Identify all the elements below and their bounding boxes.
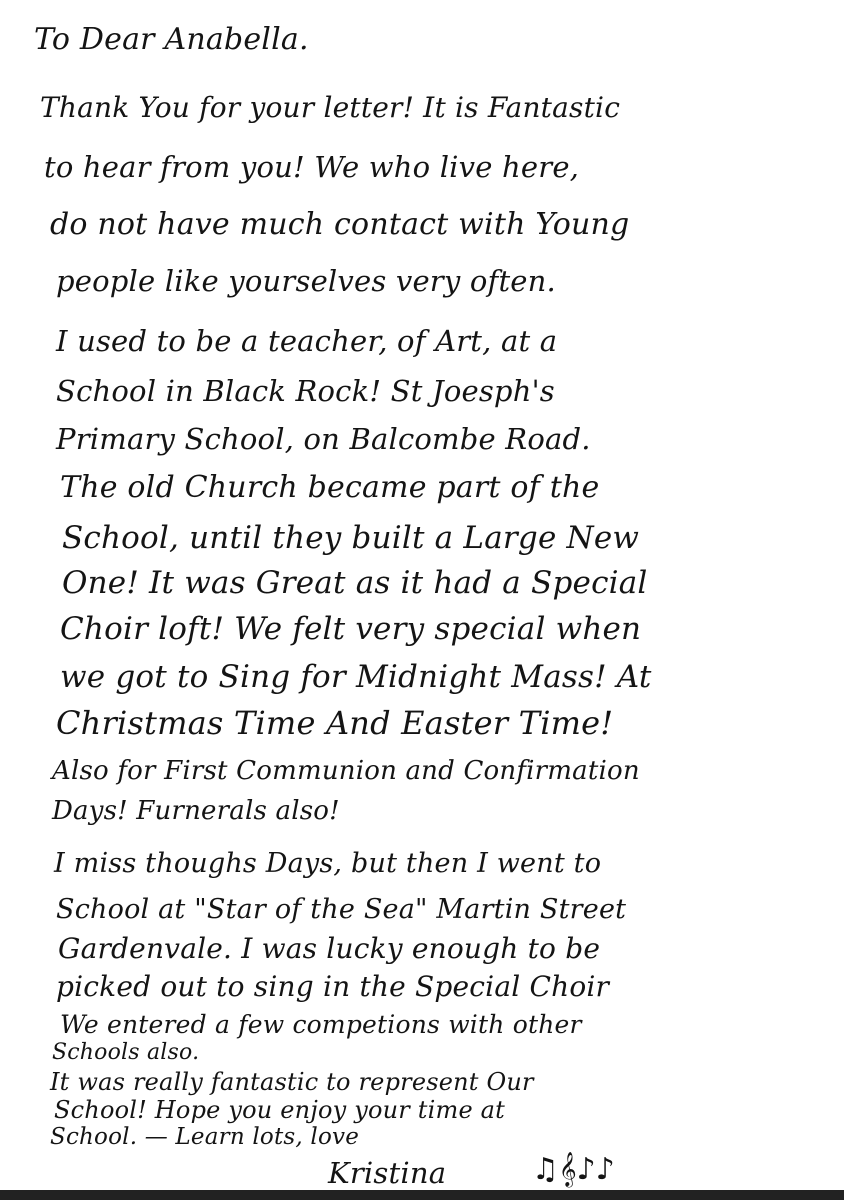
letter-line: School in Black Rock! St Joesph's — [56, 374, 555, 408]
letter-line: do not have much contact with Young — [50, 207, 630, 242]
letter-line: people like yourselves very often. — [56, 264, 556, 298]
letter-line: School at "Star of the Sea" Martin Street — [56, 894, 627, 925]
letter-line: One! It was Great as it had a Special — [62, 565, 648, 601]
letter-line: Choir loft! We felt very special when — [60, 611, 642, 647]
music-notes-icon: ♫𝄞♪♪ — [532, 1152, 615, 1187]
letter-line: It was really fantastic to represent Our — [50, 1068, 534, 1096]
letter-line: picked out to sing in the Special Choir — [56, 970, 610, 1003]
bottom-edge-bar — [0, 1190, 844, 1200]
letter-line: Thank You for your letter! It is Fantastic — [40, 91, 621, 124]
letter-line: Christmas Time And Easter Time! — [56, 704, 614, 742]
letter-line: The old Church became part of the — [60, 470, 600, 505]
letter-line: Also for First Communion and Confirmation — [52, 756, 640, 786]
letter-line: Gardenvale. I was lucky enough to be — [58, 932, 601, 965]
letter-salutation: To Dear Anabella. — [34, 22, 309, 57]
letter-signature: Kristina — [328, 1156, 447, 1190]
letter-line: I miss thoughs Days, but then I went to — [54, 848, 602, 879]
letter-line: School, until they built a Large New — [62, 520, 640, 556]
letter-line: We entered a few competions with other — [60, 1010, 582, 1039]
letter-line: School! Hope you enjoy your time at — [54, 1096, 506, 1124]
letter-line: I used to be a teacher, of Art, at a — [56, 324, 558, 358]
letter-line: Primary School, on Balcombe Road. — [56, 422, 591, 456]
letter-line: to hear from you! We who live here, — [44, 150, 580, 184]
letter-line: Days! Furnerals also! — [52, 796, 340, 826]
letter-line: we got to Sing for Midnight Mass! At — [60, 659, 652, 695]
letter-line: Schools also. — [52, 1040, 200, 1065]
letter-line: School. — Learn lots, love — [50, 1124, 360, 1150]
